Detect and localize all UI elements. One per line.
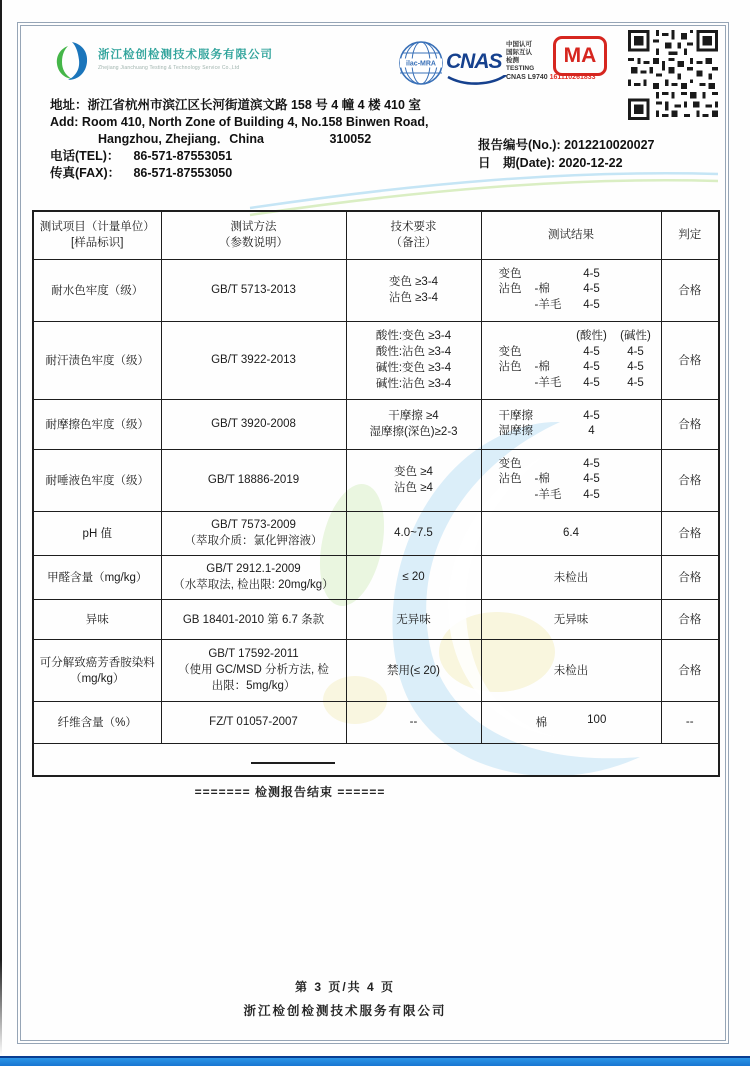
cell-method: GB/T 2912.1-2009 （水萃取法, 检出限: 20mg/kg） [161, 555, 346, 599]
cell-item: 甲醛含量（mg/kg） [33, 555, 161, 599]
cell-method: GB/T 17592-2011 （使用 GC/MSD 分析方法, 检 出限：5mg/kg） [161, 639, 346, 701]
cell-result [481, 701, 661, 743]
cell-requirement: 变色 ≥4 沾色 ≥4 [346, 449, 481, 511]
table-row [33, 599, 719, 639]
address-block [50, 97, 429, 182]
end-line [251, 762, 335, 764]
cell-requirement: 变色 ≥3-4 沾色 ≥3-4 [346, 259, 481, 321]
footer-company: 浙江检创检测技术服务有限公司 [243, 1004, 447, 1018]
result-line: -羊毛 4-5 4-5 [534, 376, 644, 389]
cell-item: 纤维含量（%） [33, 701, 161, 743]
end-of-report-marker: ======= 检测报告结束 ====== [194, 785, 386, 799]
fax-label: 传真(FAX)： [50, 166, 121, 180]
scan-edge-line [0, 0, 2, 1066]
company-name-cn: 浙江检创检测技术服务有限公司 [98, 49, 273, 61]
cell-requirement: 4.0~7.5 [346, 511, 481, 555]
cell-verdict: 合格 [661, 555, 719, 599]
cell-result: 未检出 [481, 555, 661, 599]
result-pair: 棉 100 [535, 714, 607, 729]
postcode: 310052 [329, 132, 372, 146]
cell-verdict: 合格 [661, 259, 719, 321]
table-row [33, 511, 719, 555]
table-row [33, 321, 719, 399]
cell-requirement: 禁用(≤ 20) [346, 639, 481, 701]
cnas-line-4: TESTING [506, 65, 535, 72]
cell-requirement: 无异味 [346, 599, 481, 639]
fax-value: 86-571-87553050 [133, 166, 233, 180]
cell-verdict: 合格 [661, 399, 719, 449]
cell-method: GB/T 7573-2009 （萃取介质：氯化钾溶液） [161, 511, 346, 555]
cma-badge [553, 36, 607, 76]
result-line: (酸性) (碱性) [576, 330, 651, 342]
cell-result [481, 259, 661, 321]
qr-code [628, 30, 718, 120]
header-test-item: 测试项目（计量单位） [样品标识] [33, 211, 161, 259]
cell-requirement: ≤ 20 [346, 555, 481, 599]
company-logo-icon [52, 40, 90, 82]
tel-label: 电话(TEL)： [50, 149, 120, 163]
table-row [33, 639, 719, 701]
cnas-line-3: 检测 [506, 57, 519, 64]
cell-item: 耐汗渍色牢度（级） [33, 321, 161, 399]
address-en-line2: Hangzhou, Zhejiang．China [98, 132, 264, 146]
cell-item: 耐摩擦色牢度（级） [33, 399, 161, 449]
report-date-label: 日 期(Date): [478, 156, 556, 170]
result-line: 沾色 -棉 4-5 [498, 283, 600, 296]
header-test-method: 测试方法 （参数说明） [161, 211, 346, 259]
report-no-value: 2012210020027 [564, 138, 655, 152]
table-footer-cell [33, 743, 719, 776]
cnas-number: CNAS L9740 [506, 74, 548, 81]
result-line: 变色 4-5 4-5 [498, 345, 644, 358]
address-cn: 地址：浙江省杭州市滨江区长河街道滨文路 158 号 4 幢 4 楼 410 室 [50, 98, 421, 112]
cell-result: 未检出 [481, 639, 661, 701]
cell-result [481, 321, 661, 399]
cnas-badge [446, 52, 508, 90]
cma-cert-number: 161110261833 [549, 74, 596, 81]
cell-requirement: -- [346, 701, 481, 743]
cell-verdict: 合格 [661, 639, 719, 701]
result-line: 干摩擦 4-5 [498, 409, 600, 422]
cell-method: FZ/T 01057-2007 [161, 701, 346, 743]
result-line: 变色 4-5 [498, 457, 600, 470]
table-row [33, 449, 719, 511]
cell-method: GB/T 3922-2013 [161, 321, 346, 399]
cell-item: 耐水色牢度（级） [33, 259, 161, 321]
cell-verdict: 合格 [661, 511, 719, 555]
report-meta [478, 136, 654, 172]
company-name-en: Zhejiang Jianchuang Testing & Technology Service Co.,Ltd [98, 65, 240, 71]
tel-value: 86-571-87553051 [133, 149, 233, 163]
cell-verdict: 合格 [661, 321, 719, 399]
cnas-swoosh-icon [446, 75, 508, 85]
cell-method: GB/T 3920-2008 [161, 399, 346, 449]
table-row [33, 259, 719, 321]
header-tech-requirement: 技术要求 （备注） [346, 211, 481, 259]
ilac-mra-badge-icon [398, 40, 444, 86]
table-row [33, 399, 719, 449]
result-line: 变色 4-5 [498, 267, 600, 280]
cnas-line-1: 中国认可 [506, 41, 532, 48]
cell-result [481, 399, 661, 449]
address-en-line1: Add: Room 410, North Zone of Building 4, No.158 Binwen Road, [50, 115, 429, 129]
cell-result: 6.4 [481, 511, 661, 555]
cell-requirement: 干摩擦 ≥4 湿摩擦(深色)≥2-3 [346, 399, 481, 449]
cell-method: GB/T 18886-2019 [161, 449, 346, 511]
cell-verdict: 合格 [661, 449, 719, 511]
test-results-table [32, 210, 718, 777]
table-row [33, 701, 719, 743]
table-header-row [33, 211, 719, 259]
result-line: 湿摩擦 4 [498, 425, 595, 437]
header-test-result: 测试结果 [481, 211, 661, 259]
company-logo [52, 40, 273, 82]
cell-item: 可分解致癌芳香胺染料（mg/kg） [33, 639, 161, 701]
cma-badge-text: MA [563, 44, 597, 67]
cell-verdict: 合格 [661, 599, 719, 639]
result-line: 沾色 -棉 4-5 [498, 473, 600, 486]
page-number: 第 3 页/共 4 页 [294, 980, 396, 994]
cell-result [481, 449, 661, 511]
svg-text:ilac-MRA: ilac-MRA [406, 60, 436, 68]
header-verdict: 判定 [661, 211, 719, 259]
table-footer-row [33, 743, 719, 776]
result-line: -羊毛 4-5 [534, 298, 600, 311]
cell-method: GB/T 5713-2013 [161, 259, 346, 321]
cell-item: 异味 [33, 599, 161, 639]
cell-method: GB 18401-2010 第 6.7 条款 [161, 599, 346, 639]
cell-item: 耐唾液色牢度（级） [33, 449, 161, 511]
page-footer [0, 978, 690, 1019]
report-date-value: 2020-12-22 [558, 156, 623, 170]
cnas-line-2: 国际互认 [506, 49, 532, 56]
result-line: 沾色 -棉 4-5 4-5 [498, 361, 644, 373]
result-line: -羊毛 4-5 [534, 488, 600, 501]
report-no-label: 报告编号(No.): [478, 138, 561, 152]
cell-item: pH 值 [33, 511, 161, 555]
cell-requirement: 酸性:变色 ≥3-4 酸性:沾色 ≥3-4 碱性:变色 ≥3-4 碱性:沾色 ≥3-4 [346, 321, 481, 399]
cnas-badge-text: CNAS [446, 50, 502, 73]
cell-verdict: -- [661, 701, 719, 743]
cell-result: 无异味 [481, 599, 661, 639]
bottom-blue-bar [0, 1056, 750, 1066]
table-row [33, 555, 719, 599]
